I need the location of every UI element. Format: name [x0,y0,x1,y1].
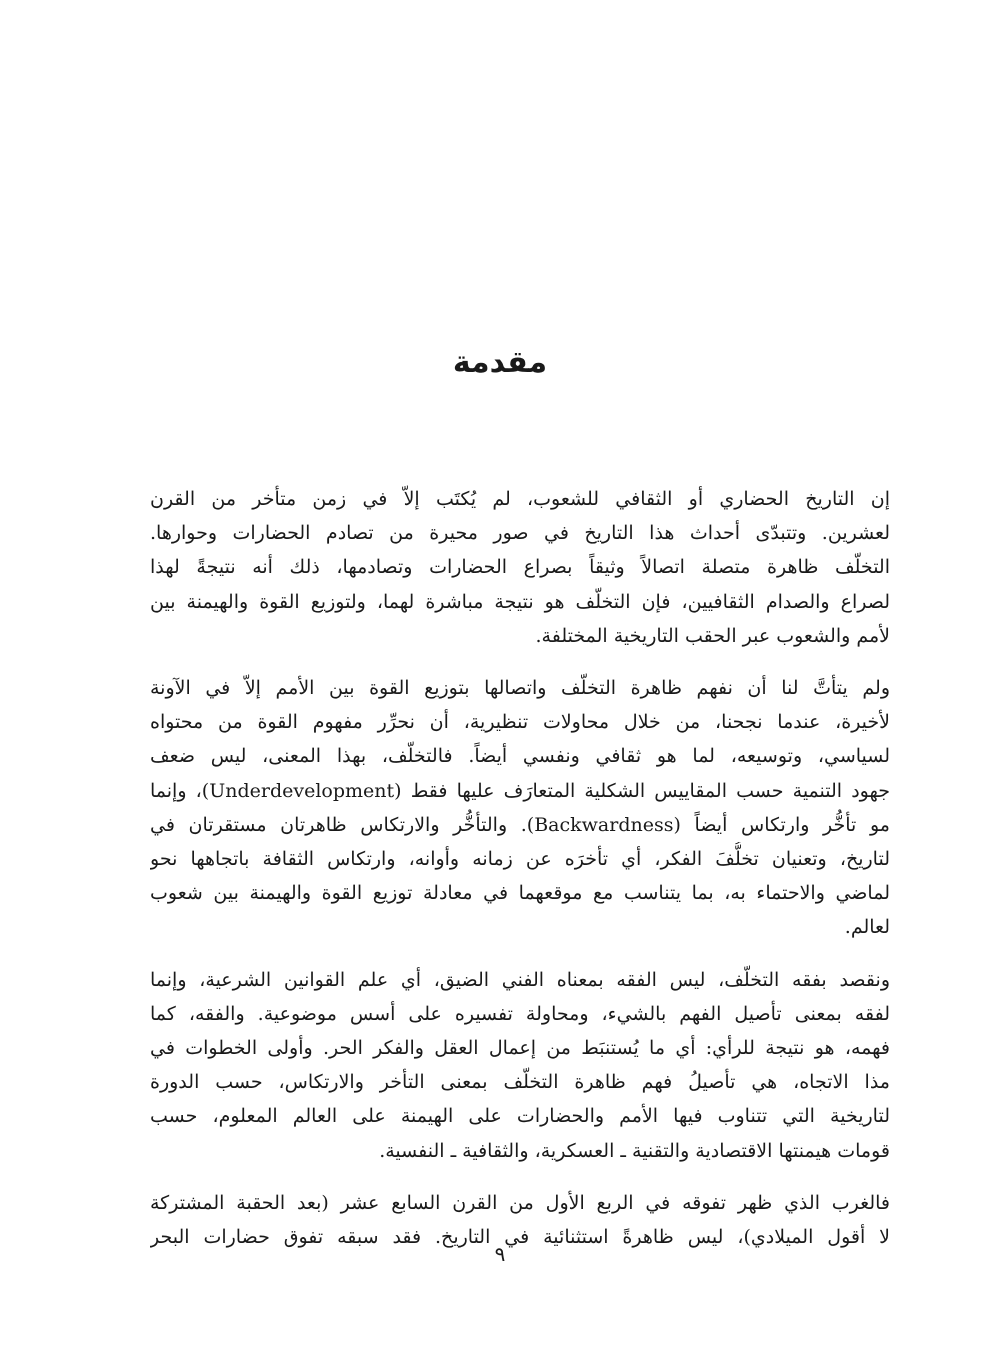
text-line: لسياسي، وتوسيعه، لما هو ثقافي ونفسي أيضاً. فالتخلّف، بهذا المعنى، ليس ضعف [150,745,890,768]
text-line: لأمم والشعوب عبر الحقب التاريخية المختلفة. [535,624,890,647]
paragraph-2 [150,671,890,945]
text-line: إن التاريخ الحضاري أو الثقافي للشعوب، لم يُكتَب إلاّ في زمن متأخر من القرن [150,488,890,510]
paragraph-3 [150,963,890,1168]
text-line: مو تأخُّر وارتكاس أيضاً (Backwardness). والتأخُّر والارتكاس ظاهرتان مستقرتان في [150,813,890,836]
text-line: لعشرين. وتتبدّى أحداث هذا التاريخ في صور محيرة من تصادم الحضارات وحوارها. [150,522,890,545]
text-line: ولم يتأتَّ لنا أن نفهم ظاهرة التخلّف واتصالها بتوزيع القوة بين الأمم إلاّ في الآونة [150,677,890,700]
text-line: فهمه، هو نتيجة للرأي: أي ما يُستنبَط من إعمال العقل والفكر الحر. وأولى الخطوات في [150,1037,890,1060]
text-line: لعالم. [844,916,890,939]
text-line: لفقه بمعنى تأصيل الفهم بالشيء، ومحاولة تفسيره على أسس موضوعية. والفقه، كما [150,1002,890,1025]
body-text [150,482,890,1272]
chapter-title: مقدمة [452,345,548,380]
text-line: لماضي والاحتماء به، بما يتناسب مع موقعهما في معادلة توزيع القوة والهيمنة بين شعوب [150,882,890,905]
page-number: ٩ [494,1242,506,1266]
text-line: لتاريخ، وتعنيان تخلُّفَ الفكر، أي تأخرَه عن زمانه وأوانه، وارتكاس الثقافة باتجاهها نحو [150,848,890,871]
paragraph-1 [150,482,890,653]
text-line: لأخيرة، عندما نجحنا، من خلال محاولات تنظيرية، أن نحرِّر مفهوم القوة من محتواه [150,711,890,734]
text-line: التخلّف ظاهرة متصلة اتصالاً وثيقاً بصراع الحضارات وتصادمها، ذلك أنه نتيجةً لهذا [150,556,890,579]
text-line: لتاريخية التي تتناوب فيها الأمم والحضارات على الهيمنة على العالم المعلوم، حسب [150,1105,890,1128]
text-line: مذا الاتجاه، هي تأصيلُ فهم ظاهرة التخلّف بمعنى التأخر والارتكاس، حسب الدورة [150,1071,890,1094]
text-line: لصراع والصدام الثقافيين، فإن التخلّف هو نتيجة مباشرة لهما، ولتوزيع القوة والهيمنة بين [150,590,890,613]
text-line: فالغرب الذي ظهر تفوقه في الربع الأول من القرن السابع عشر (بعد الحقبة المشتركة [150,1191,890,1214]
text-line: لا أقول الميلادي)، ليس ظاهرةً استثنائية في التاريخ. فقد سبقه تفوق حضارات البحر [150,1226,890,1249]
text-line: قومات هيمنتها الاقتصادية والتقنية ـ العسكرية، والثقافية ـ النفسية. [379,1139,890,1162]
text-line: ونقصد بفقه التخلّف، ليس الفقه بمعناه الفني الضيق، أي علم القوانين الشرعية، وإنما [150,968,890,991]
text-line: جهود التنمية حسب المقاييس الشكلية المتعارَف عليها فقط (Underdevelopment)، وإنما [150,779,890,802]
